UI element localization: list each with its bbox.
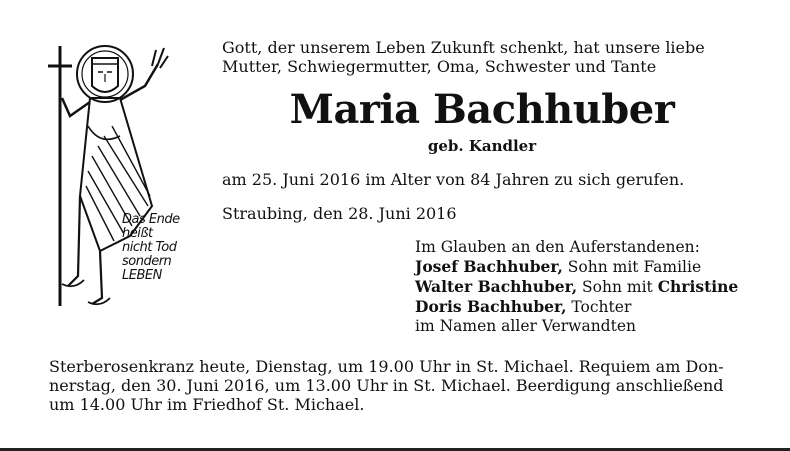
service-line: um 14.00 Uhr im Friedhof St. Michael. <box>49 395 365 414</box>
deceased-name: Maria Bachhuber <box>289 86 675 133</box>
mourner-row <box>415 257 738 277</box>
place-date-line: Straubing, den 28. Juni 2016 <box>222 204 457 223</box>
intro-text <box>222 38 762 76</box>
art-caption <box>122 213 180 283</box>
mourners-intro: Im Glauben an den Auferstandenen: <box>415 238 700 256</box>
service-line: Sterberosenkranz heute, Dienstag, um 19.00 Uhr in St. Michael. Requiem am Don- <box>49 357 724 376</box>
mourner-name: Doris Bachhuber, <box>415 297 567 316</box>
service-line: nerstag, den 30. Juni 2016, um 13.00 Uhr in St. Michael. Beerdigung anschließend <box>49 376 724 395</box>
mourner-row <box>415 297 738 317</box>
death-date-line: am 25. Juni 2016 im Alter von 84 Jahren zu sich gerufen. <box>222 170 685 189</box>
mourner-relation: Sohn mit <box>577 278 658 296</box>
maiden-name: geb. Kandler <box>427 137 537 155</box>
art-caption-line: Das Ende <box>122 212 180 227</box>
service-details <box>49 357 749 414</box>
mourner-row <box>415 277 738 297</box>
intro-line: Mutter, Schwiegermutter, Oma, Schwester und Tante <box>222 57 657 76</box>
mourner-partner: Christine <box>657 277 739 296</box>
art-caption-line: nicht Tod <box>122 240 177 255</box>
art-caption-line: sondern <box>122 254 172 269</box>
mourners-block <box>415 238 738 336</box>
mourner-name: Walter Bachhuber, <box>415 277 578 296</box>
intro-line: Gott, der unserem Leben Zukunft schenkt, hat unsere liebe <box>222 38 705 57</box>
mourners-closing: im Namen aller Verwandten <box>415 317 636 335</box>
mourner-name: Josef Bachhuber, <box>415 257 563 276</box>
mourner-relation: Tochter <box>566 298 632 316</box>
art-caption-line: LEBEN <box>122 268 162 283</box>
mourner-relation: Sohn mit Familie <box>562 258 702 276</box>
art-caption-line: heißt <box>122 226 153 241</box>
